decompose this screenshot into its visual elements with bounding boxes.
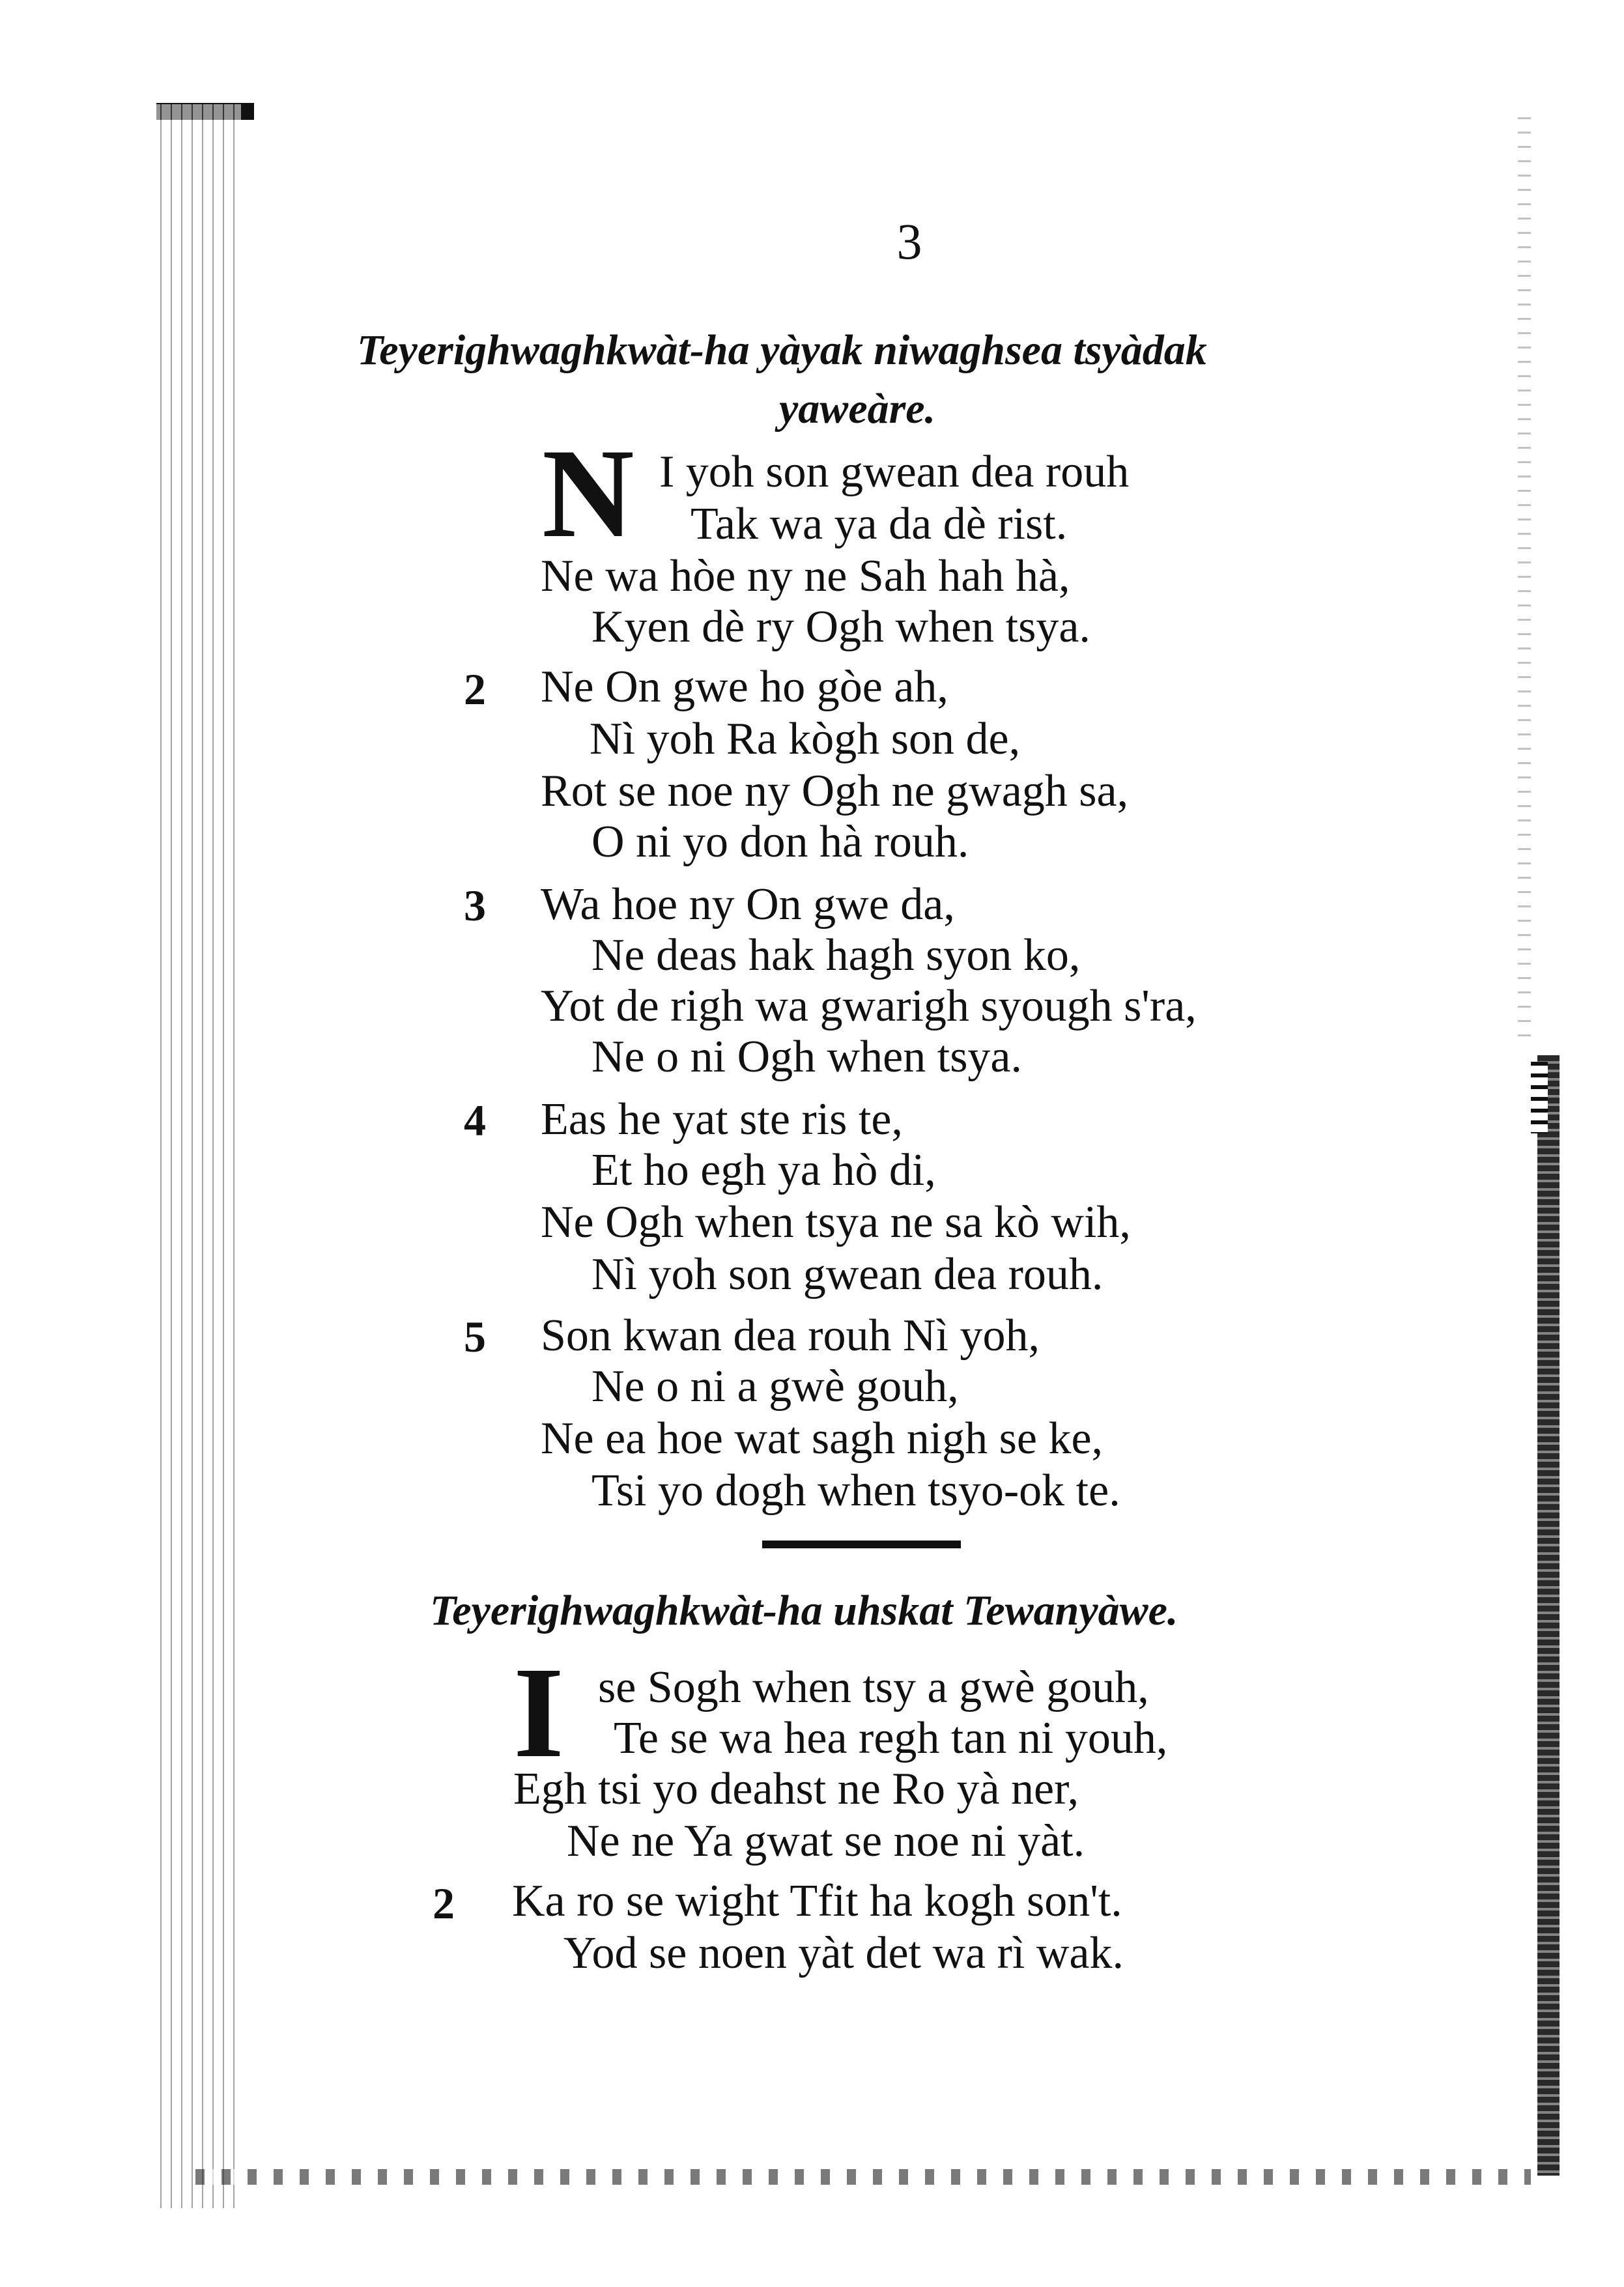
hymn1-v5-line3: Ne ea hoe wat sagh nigh se ke,: [541, 1413, 1104, 1464]
hymn2-v1-line3: Egh tsi yo deahst ne Ro yà ner,: [513, 1764, 1079, 1814]
hymn1-v1-line1: I yoh son gwean dea rouh: [659, 447, 1130, 497]
hymn2-v1-line2: Te se wa hea regh tan ni youh,: [614, 1713, 1168, 1763]
hymn1-drop-cap: N: [542, 423, 634, 564]
hymn1-verse-number-5: 5: [464, 1312, 486, 1361]
hymn1-v4-line4: Nì yoh son gwean dea rouh.: [591, 1249, 1104, 1300]
page-edge-right-upper: [1518, 117, 1531, 1042]
binding-edge-bottom: [195, 2169, 1531, 2185]
hymn2-v2-line2: Yod se noen yàt det wa rì wak.: [563, 1928, 1124, 1978]
hymn1-v2-line1: Ne On gwe ho gòe ah,: [541, 662, 948, 712]
hymn2-v1-line1: se Sogh when tsy a gwè gouh,: [598, 1662, 1149, 1712]
page-edge-marks: [1531, 1062, 1548, 1133]
hymn1-v3-line1: Wa hoe ny On gwe da,: [541, 879, 955, 930]
hymn1-title-line2: yaweàre.: [779, 385, 936, 433]
hymn1-v2-line3: Rot se noe ny Ogh ne gwagh sa,: [541, 766, 1129, 816]
hymn2-v1-line4: Ne ne Ya gwat se noe ni yàt.: [567, 1816, 1085, 1866]
hymn1-v5-line1: Son kwan dea rouh Nì yoh,: [541, 1311, 1040, 1361]
hymn1-v4-line3: Ne Ogh when tsya ne sa kò wih,: [541, 1197, 1131, 1247]
hymn1-v4-line2: Et ho egh ya hò di,: [591, 1145, 936, 1195]
binding-edge-left: [156, 104, 241, 2208]
hymn1-v2-line2: Nì yoh Ra kògh son de,: [590, 714, 1021, 764]
hymn1-v2-line4: O ni yo don hà rouh.: [591, 817, 969, 867]
hymn1-verse-number-2: 2: [464, 664, 486, 714]
hymn1-v1-line2: Tak wa ya da dè rist.: [691, 499, 1068, 549]
hymn2-drop-cap: I: [513, 1641, 564, 1785]
hymn1-v3-line4: Ne o ni Ogh when tsya.: [591, 1032, 1023, 1082]
hymn1-v1-line3: Ne wa hòe ny ne Sah hah hà,: [541, 551, 1070, 601]
hymn2-title: Teyerighwaghkwàt-ha uhskat Tewanyàwe.: [430, 1587, 1178, 1634]
hymn1-v3-line2: Ne deas hak hagh syon ko,: [591, 930, 1081, 980]
page-edge-right-lower: [1537, 1055, 1560, 2176]
hymn2-v2-line1: Ka ro se wight Tfit ha kogh son't.: [512, 1876, 1122, 1926]
page-number: 3: [896, 213, 922, 270]
hymn1-v5-line4: Tsi yo dogh when tsyo-ok te.: [591, 1466, 1120, 1516]
hymn1-v3-line3: Yot de righ wa gwarigh syough s'ra,: [541, 981, 1197, 1031]
hymn1-verse-number-4: 4: [464, 1096, 486, 1145]
hymn1-v4-line1: Eas he yat ste ris te,: [541, 1094, 903, 1144]
hymn1-title-line1: Teyerighwaghkwàt-ha yàyak niwaghsea tsyàdak: [357, 326, 1207, 374]
section-divider-rule: [762, 1541, 961, 1548]
hymn1-v5-line2: Ne o ni a gwè gouh,: [591, 1361, 959, 1412]
hymn2-verse-number-2: 2: [433, 1879, 455, 1928]
hymn1-v1-line4: Kyen dè ry Ogh when tsya.: [591, 602, 1090, 652]
hymn1-verse-number-3: 3: [464, 881, 486, 930]
